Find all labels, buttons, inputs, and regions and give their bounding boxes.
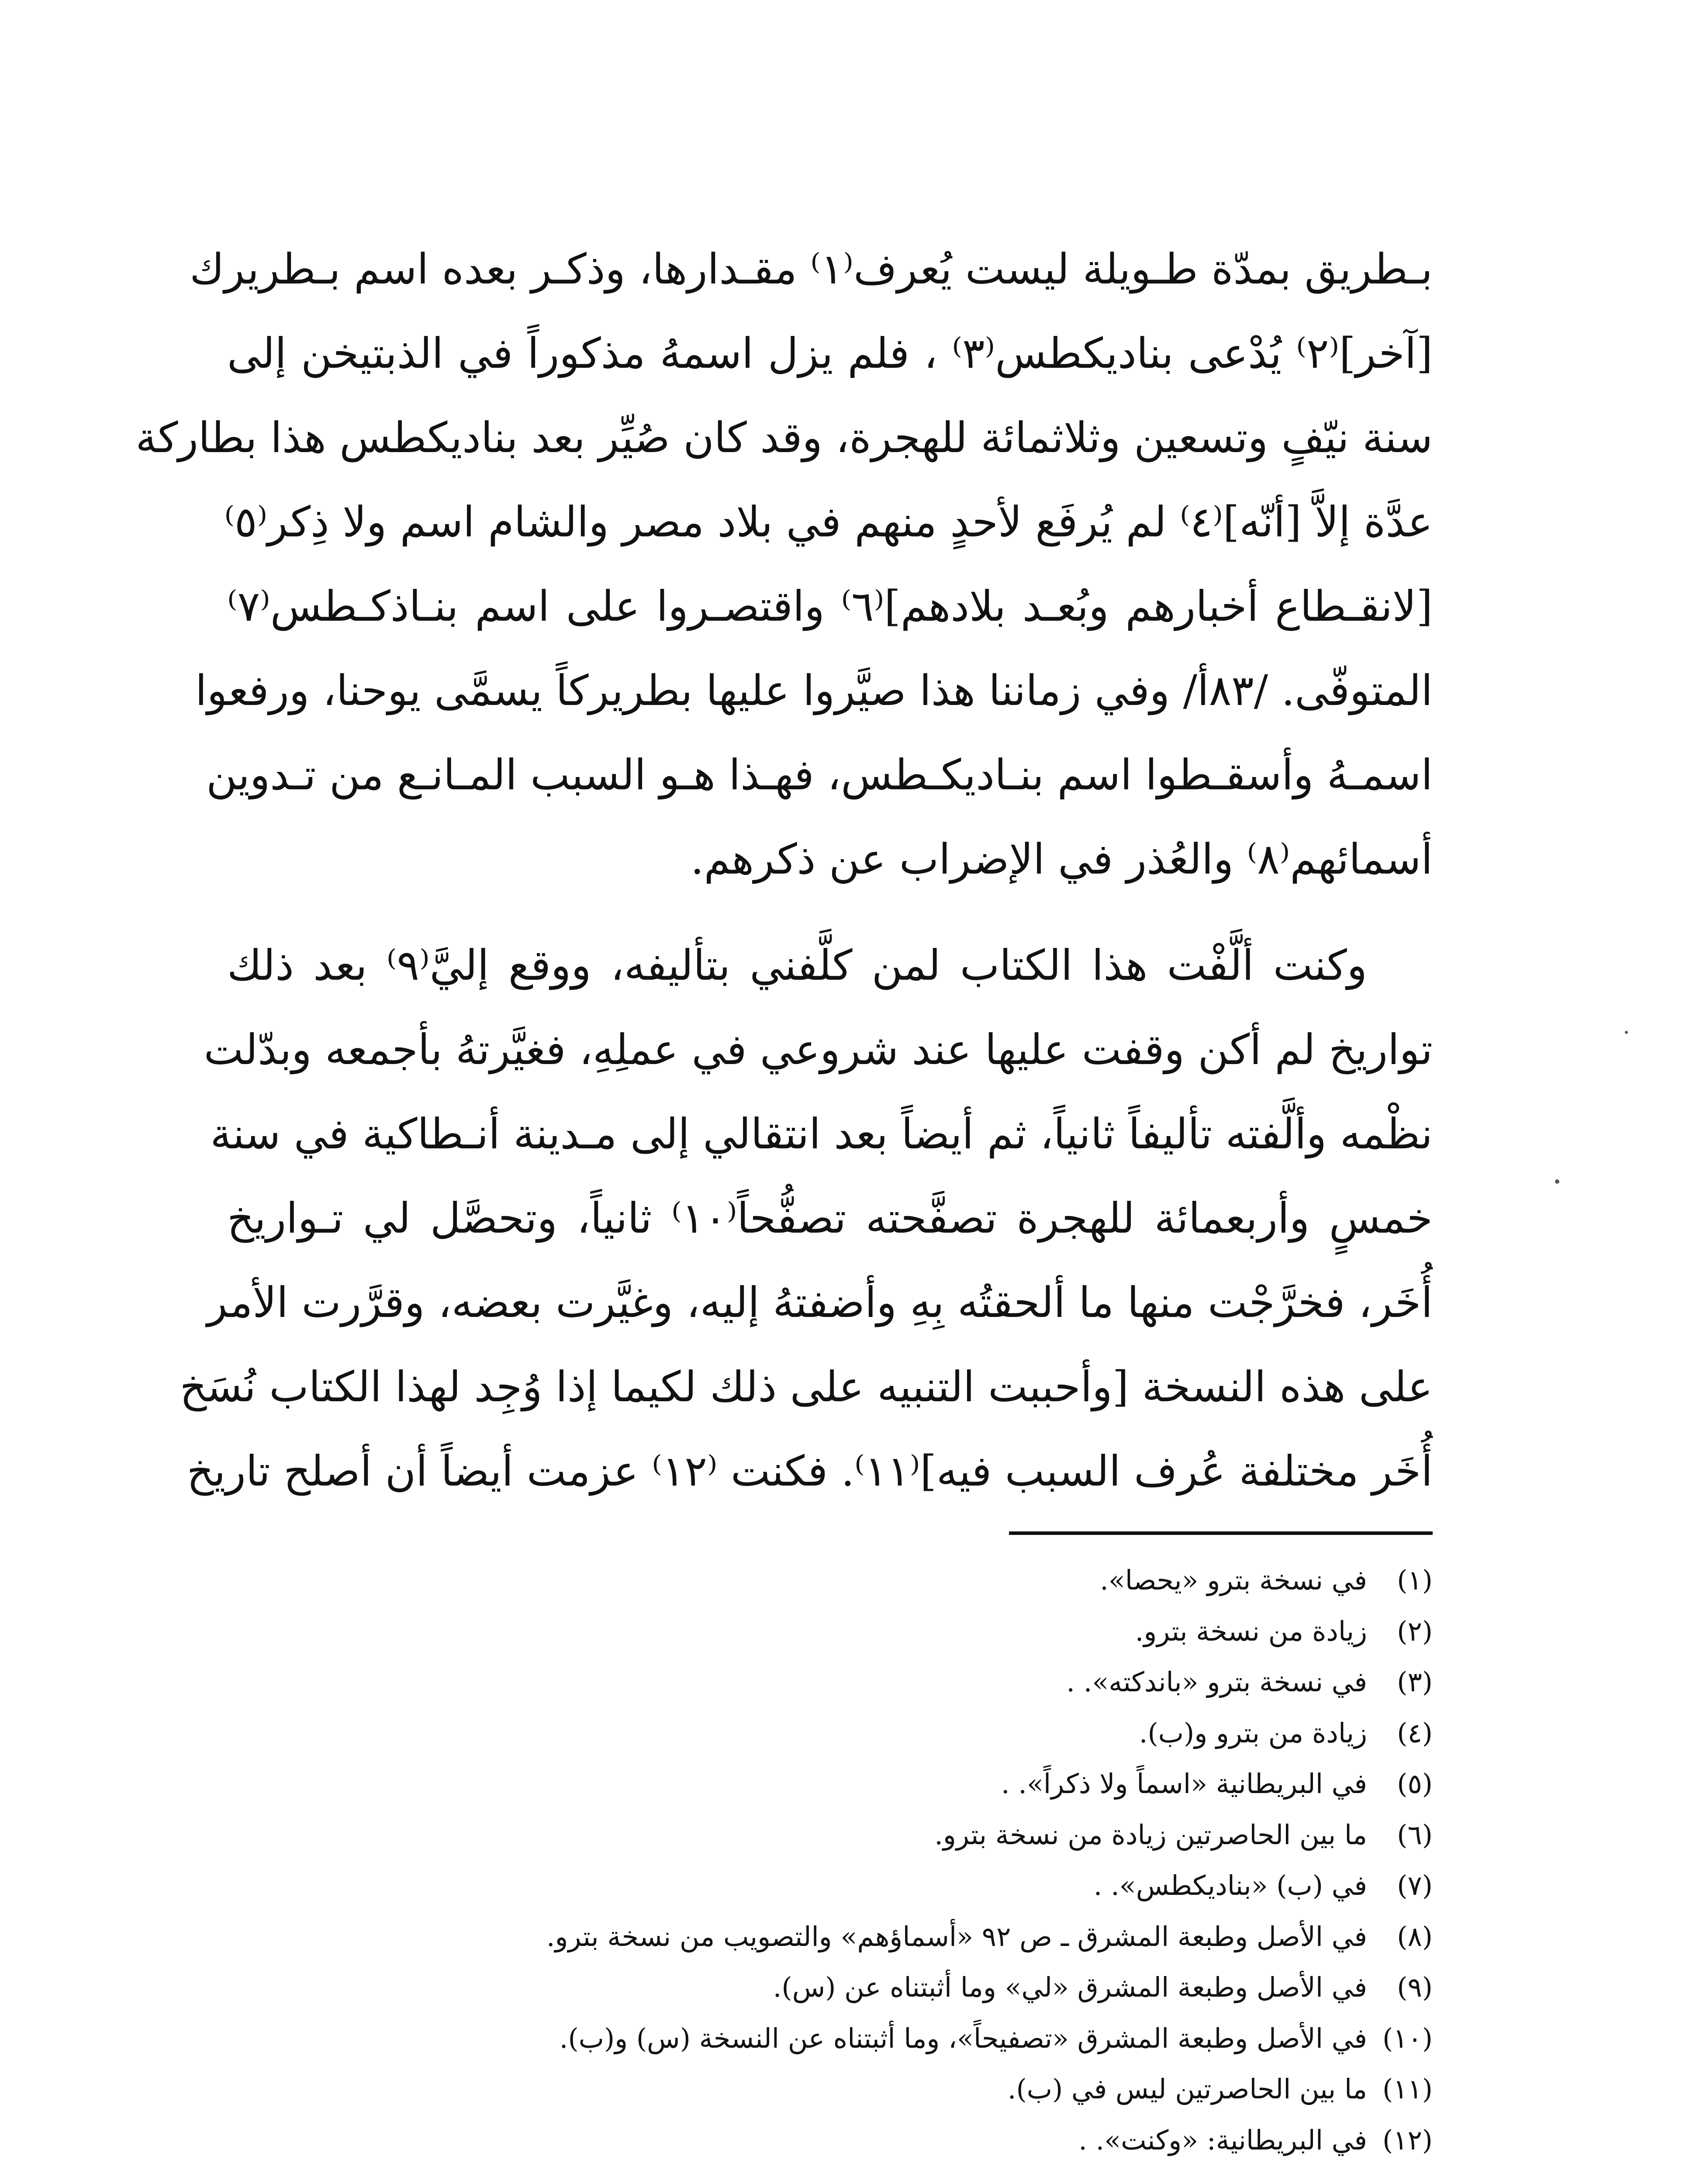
text-line: أُخَر، فخرَّجْت منها ما ألحقتُه بِهِ وأضفتهُ إليه، وغيَّرت بعضه، وقرَّرت الأمر [207, 1278, 1433, 1327]
text-line: بـطريق بمدّة طـويلة ليست يُعرف⁽١⁾ مقـدارها، وذكـر بعده اسم بـطريرك [190, 245, 1433, 294]
footnote [227, 1555, 1433, 1606]
footnote [227, 1962, 1433, 2013]
footnote-number: (١) [1397, 1564, 1433, 1596]
footnote-number: (١١) [1382, 2073, 1433, 2105]
text-line: خمسٍ وأربعمائة للهجرة تصفَّحته تصفُّحاً⁽١٠⁾ ثانياً، وتحصَّل لي تـواريخ [227, 1194, 1433, 1243]
footnote [227, 1606, 1433, 1657]
footnote-number: (٧) [1397, 1870, 1433, 1901]
footnote [227, 1860, 1433, 1911]
footnotes-list [227, 1555, 1433, 2166]
footnote-text: في الأصل وطبعة المشرق ـ ص ٩٢ «أسماؤهم» والتصويب من نسخة بترو. [546, 1920, 1367, 1952]
text-line: [لانقـطاع أخبارهم وبُعـد بلادهم]⁽٦⁾ واقتصـروا على اسم بنـاذكـطس⁽٧⁾ [227, 582, 1433, 631]
text-line: سنة نيّفٍ وتسعين وثلاثمائة للهجرة، وقد كان صُيِّر بعد بناديكطس هذا بطاركة [135, 413, 1433, 462]
footnote [227, 1708, 1433, 1759]
text-line: أسمائهم⁽٨⁾ والعُذر في الإضراب عن ذكرهم. [690, 835, 1433, 884]
footnote [227, 1810, 1433, 1861]
scan-speck [1625, 1031, 1628, 1034]
main-text [135, 227, 1433, 1514]
text-line: نظْمه وألَّفته تأليفاً ثانياً، ثم أيضاً بعد انتقالي إلى مـدينة أنـطاكية في سنة [210, 1109, 1433, 1158]
footnote-number: (٤) [1397, 1717, 1433, 1749]
footnote-text: في نسخة بترو «يحصا». [1100, 1564, 1367, 1596]
footnote-separator [1009, 1531, 1433, 1535]
paragraph-1 [135, 227, 1433, 902]
footnote-text: في البريطانية: «وكنت». . [1078, 2124, 1367, 2156]
footnote-text: في الأصل وطبعة المشرق «تصفيحاً»، وما أثبتناه عن النسخة (س) و(ب). [559, 2022, 1367, 2054]
footnote-text: ما بين الحاصرتين ليس في (ب). [1007, 2073, 1367, 2105]
paragraph-2 [180, 923, 1433, 1514]
footnote-number: (٦) [1397, 1818, 1433, 1851]
text-line: تواريخ لم أكن وقفت عليها عند شروعي في عملِهِ، فغيَّرتهُ بأجمعه وبدّلت [204, 1025, 1433, 1074]
footnote [227, 1657, 1433, 1708]
footnote-text: ما بين الحاصرتين زيادة من نسخة بترو. [934, 1818, 1367, 1851]
footnote [227, 1759, 1433, 1810]
footnote [227, 1911, 1433, 1963]
text-line: أُخَر مختلفة عُرف السبب فيه]⁽١١⁾. فكنت ⁽١٢⁾ عزمت أيضاً أن أصلح تاريخ [187, 1447, 1433, 1496]
footnote-number: (٢) [1397, 1615, 1433, 1647]
footnote-text: في الأصل وطبعة المشرق «لي» وما أثبتناه عن (س). [773, 1971, 1367, 2003]
scan-speck [1555, 1179, 1559, 1184]
text-line: عدَّة إلاَّ [أنّه]⁽٤⁾ لم يُرفَع لأحدٍ منهم في بلاد مصر والشام اسم ولا ذِكر⁽٥⁾ [224, 498, 1433, 546]
footnote-number: (٨) [1397, 1920, 1433, 1952]
footnote-text: في البريطانية «اسماً ولا ذكراً». . [1001, 1768, 1367, 1800]
text-line: وكنت ألَّفْت هذا الكتاب لمن كلَّفني بتأليفه، ووقع إليَّ⁽٩⁾ بعد ذلك [227, 941, 1368, 990]
text-line: [آخر]⁽٢⁾ يُدْعى بناديكطس⁽٣⁾ ، فلم يزل اسمهُ مذكوراً في الذبتيخن إلى [227, 329, 1433, 378]
footnote [227, 2115, 1433, 2166]
footnote-number: (٣) [1397, 1666, 1433, 1698]
footnote [227, 2013, 1433, 2064]
footnote-text: في نسخة بترو «باندكته». . [1066, 1666, 1367, 1698]
text-line: اسمـهُ وأسقـطوا اسم بنـاديكـطس، فهـذا هـو السبب المـانـع من تـدوين [206, 750, 1433, 799]
text-line: المتوفّى. /٨٣أ/ وفي زماننا هذا صيَّروا عليها بطريركاً يسمَّى يوحنا، ورفعوا [195, 666, 1433, 715]
footnote-number: (١٢) [1382, 2124, 1433, 2156]
footnote-text: في (ب) «بناديكطس». . [1093, 1870, 1367, 1901]
footnote-text: زيادة من بترو و(ب). [1139, 1717, 1367, 1749]
footnote [227, 2064, 1433, 2115]
footnote-number: (٩) [1397, 1971, 1433, 2003]
text-line: على هذه النسخة [وأحببت التنبيه على ذلك لكيما إذا وُجِد لهذا الكتاب نُسَخ [180, 1362, 1433, 1411]
footnote-number: (١٠) [1382, 2022, 1433, 2054]
footnote-text: زيادة من نسخة بترو. [1135, 1615, 1367, 1647]
footnote-number: (٥) [1397, 1768, 1433, 1800]
